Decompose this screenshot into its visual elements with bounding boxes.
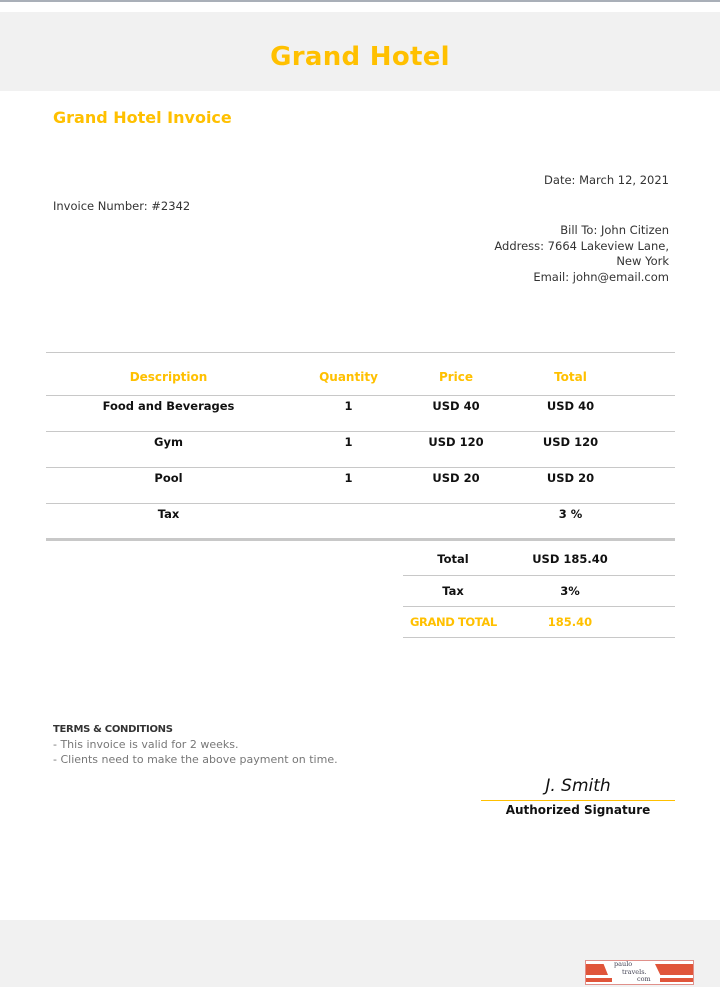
cell-price: USD 20 (432, 471, 480, 485)
totals-summary (403, 542, 675, 638)
terms-line: - This invoice is valid for 2 weeks. (53, 738, 239, 751)
cell-price: USD 120 (428, 435, 484, 449)
cell-description: Gym (154, 435, 183, 449)
invoice-title: Grand Hotel Invoice (53, 108, 232, 127)
cell-total: USD 20 (546, 471, 595, 485)
cell-quantity: 1 (344, 435, 353, 449)
logo-text (612, 961, 658, 984)
table-row (46, 396, 675, 432)
logo-stripe (655, 964, 693, 975)
cell-quantity (291, 504, 406, 538)
table-header-row (46, 353, 675, 396)
terms-title: TERMS & CONDITIONS (53, 724, 173, 735)
logo-text-line: travels. (622, 967, 647, 976)
bill-to-address: Address: 7664 Lakeview Lane, New York (494, 238, 669, 268)
cell-quantity: 1 (344, 399, 353, 413)
hotel-name: Grand Hotel (270, 42, 450, 72)
cell-total: 3 % (558, 507, 583, 521)
logo-text-line: paulo (614, 960, 633, 968)
summary-label: Tax (442, 584, 464, 598)
terms-and-conditions (53, 722, 338, 767)
signature-label: Authorized Signature (505, 803, 651, 817)
logo-stripe (586, 964, 608, 975)
cell-price: USD 40 (432, 399, 480, 413)
signature-name: J. Smith (545, 776, 611, 796)
column-header-quantity: Quantity (319, 369, 378, 384)
summary-value: 3% (560, 584, 580, 598)
summary-label: GRAND TOTAL (410, 615, 497, 629)
summary-row-tax (403, 576, 675, 607)
signature-line (481, 800, 675, 801)
column-header-description: Description (129, 369, 208, 384)
cell-total: USD 120 (542, 435, 599, 449)
cell-description: Food and Beverages (102, 399, 235, 413)
table-row (46, 504, 675, 541)
bill-to-block (469, 223, 669, 285)
signature-block (481, 773, 675, 817)
top-border (0, 0, 720, 2)
cell-total: USD 40 (546, 399, 595, 413)
paulo-travels-logo[interactable] (585, 960, 694, 985)
bill-to-name: Bill To: John Citizen (560, 223, 669, 237)
items-table (46, 352, 675, 541)
terms-line: - Clients need to make the above payment on time. (53, 753, 338, 766)
logo-text-line: com (637, 975, 651, 983)
summary-row-total (403, 542, 675, 576)
summary-value: USD 185.40 (532, 551, 608, 566)
summary-value: 185.40 (547, 615, 593, 629)
logo-stripe (660, 978, 693, 982)
cell-description: Pool (154, 471, 183, 485)
cell-description: Tax (157, 507, 180, 521)
cell-price (406, 504, 506, 538)
summary-label: Total (437, 551, 469, 566)
invoice-number: Invoice Number: #2342 (53, 199, 191, 213)
logo-stripe (586, 978, 612, 982)
bill-to-email: Email: john@email.com (533, 269, 669, 284)
summary-row-grand-total (403, 607, 675, 638)
cell-quantity: 1 (344, 471, 353, 485)
table-row (46, 432, 675, 468)
invoice-date: Date: March 12, 2021 (544, 173, 669, 187)
table-row (46, 468, 675, 504)
column-header-price: Price (438, 369, 474, 384)
column-header-total: Total (554, 369, 587, 384)
